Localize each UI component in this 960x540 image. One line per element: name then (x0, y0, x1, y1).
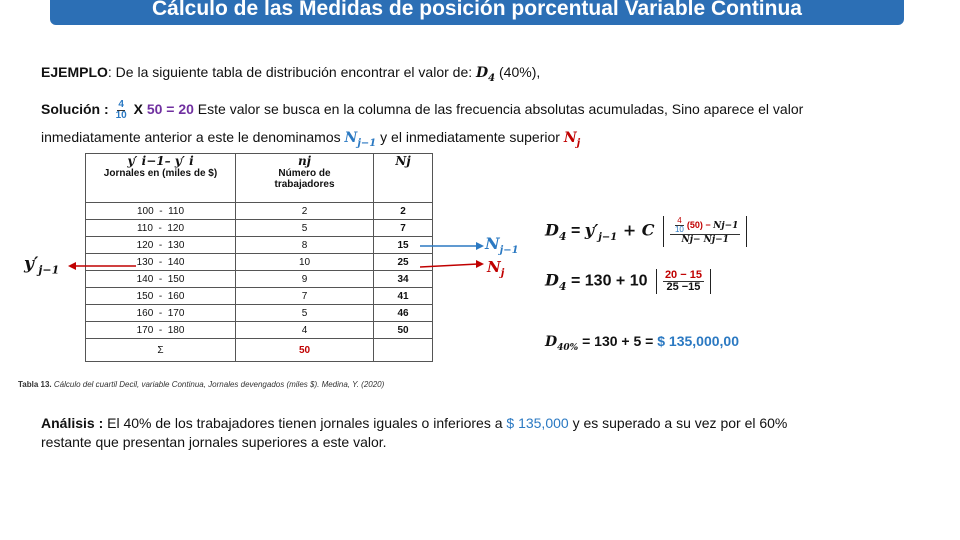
table-sum-row (86, 339, 433, 362)
row-interval: 120 - 130 (86, 237, 236, 254)
row-frequency: 4 (236, 322, 374, 339)
header-jornales-symbol: y′ i−1– y′ i (127, 154, 194, 168)
page-title: Cálculo de las Medidas de posición porcentual Variable Continua (50, 0, 904, 25)
table-row (86, 305, 433, 322)
interval-upper: 120 (167, 222, 185, 234)
header-jornales (86, 154, 236, 203)
formula1-numerator (670, 217, 740, 235)
formula1-lhs: D (545, 220, 559, 240)
annotation-nj-prev (485, 234, 519, 256)
formula-result (545, 333, 739, 353)
interval-upper: 130 (167, 239, 185, 251)
symbol-nj-prev-sub: j−1 (357, 137, 377, 149)
formula1-bracket (663, 216, 747, 247)
header-trabajadores-label-1: Número de (278, 168, 331, 179)
interval-upper: 170 (167, 307, 185, 319)
annotation-nj-prev-sym: N (485, 234, 500, 253)
example-line (41, 64, 540, 84)
row-cumulative: 34 (374, 271, 433, 288)
formula1-plus-c: + C (617, 220, 655, 240)
solution-text-2: inmediatamente anterior a este le denominamos (41, 129, 345, 145)
formula2-lhs: D (545, 270, 559, 290)
header-trabajadores (236, 154, 374, 203)
symbol-nj-next: N (563, 130, 577, 146)
row-interval: 140 - 150 (86, 271, 236, 288)
interval-lower: 150 (136, 290, 154, 302)
formula2-lhs-sub: 4 (558, 279, 567, 293)
example-subscript: 4 (488, 72, 496, 84)
caption-label: Tabla 13. (18, 380, 52, 389)
formula2-num: 20 − 15 (664, 269, 702, 281)
formula3-rhs: = 130 + 5 = (578, 333, 658, 349)
formula1-lhs-sub: 4 (558, 229, 567, 243)
formula3-lhs-sub: 40% (557, 342, 579, 353)
analysis-label: Análisis : (41, 415, 104, 431)
solution-line-1 (41, 100, 803, 121)
formula1-num-b: (50) − (686, 219, 714, 230)
arrows-right-icon (420, 236, 486, 272)
solution-x: X (133, 101, 143, 118)
row-cumulative: 46 (374, 305, 433, 322)
interval-lower: 130 (136, 256, 154, 268)
row-frequency: 2 (236, 203, 374, 220)
table-row (86, 288, 433, 305)
header-acumuladas-symbol: Nj (395, 154, 411, 168)
solution-result: 50 = 20 (146, 101, 194, 118)
row-frequency: 5 (236, 220, 374, 237)
row-cumulative: 7 (374, 220, 433, 237)
formula1-term: y′ (584, 220, 599, 240)
row-cumulative: 25 (374, 254, 433, 271)
interval-upper: 110 (168, 205, 185, 217)
row-interval: 100 - 110 (86, 203, 236, 220)
analysis-text-1: El 40% de los trabajadores tienen jornales iguales o inferiores a (103, 415, 507, 431)
formula1-num-c: Nj−1 (713, 220, 739, 231)
example-label: EJEMPLO (41, 64, 108, 80)
symbol-nj-next-sub: j (576, 137, 581, 149)
table-row (86, 220, 433, 237)
sum-symbol: Σ (86, 339, 236, 362)
interval-lower: 110 (136, 222, 153, 234)
row-interval: 170 - 180 (86, 322, 236, 339)
solution-frac-den: 10 (115, 110, 127, 121)
sum-empty (374, 339, 433, 362)
analysis-value: $ 135,000 (506, 415, 569, 431)
formula2-bracket (656, 269, 711, 294)
row-frequency: 5 (236, 305, 374, 322)
caption-text: Cálculo del cuartil Decil, variable Continua, Jornales devengados (miles $). Medina, Y. (2020) (51, 380, 385, 389)
row-cumulative: 50 (374, 322, 433, 339)
row-interval: 160 - 170 (86, 305, 236, 322)
arrow-left-icon (68, 258, 138, 274)
interval-upper: 160 (167, 290, 185, 302)
table-row (86, 237, 433, 254)
annotation-y-prev (24, 254, 59, 276)
table-caption (18, 380, 384, 389)
row-frequency: 10 (236, 254, 374, 271)
formula1-term-sub: j−1 (598, 231, 618, 243)
annotation-y-prev-sym: y′ (24, 254, 39, 274)
header-jornales-label: Jornales en (miles de $) (103, 168, 218, 179)
row-interval: 110 - 120 (86, 220, 236, 237)
annotation-nj-sub: j (500, 268, 505, 279)
row-frequency: 7 (236, 288, 374, 305)
solution-fraction (116, 100, 127, 121)
formula1-fraction (675, 217, 684, 234)
table-row (86, 322, 433, 339)
interval-upper: 150 (167, 273, 185, 285)
solution-text-3: y el inmediatamente superior (376, 129, 564, 145)
interval-lower: 160 (136, 307, 154, 319)
table-row (86, 203, 433, 220)
header-acumuladas (374, 154, 433, 203)
interval-upper: 180 (167, 324, 185, 336)
analysis-line-1 (41, 415, 787, 431)
formula1-eq: = (566, 222, 585, 240)
formula2-rhs: = 130 + 10 (566, 272, 652, 290)
formula1-frac-num: 4 (677, 216, 682, 225)
row-cumulative: 15 (374, 237, 433, 254)
annotation-nj (487, 258, 504, 279)
formula1-frac-den: 10 (674, 225, 684, 234)
annotation-nj-prev-sub: j−1 (499, 245, 519, 257)
formula-general (545, 216, 747, 247)
formula3-lhs: D (545, 334, 558, 350)
interval-lower: 120 (136, 239, 154, 251)
example-text: : De la siguiente tabla de distribución encontrar el valor de: (107, 64, 477, 80)
row-cumulative: 41 (374, 288, 433, 305)
interval-lower: 140 (136, 273, 154, 285)
solution-line-2 (41, 129, 580, 149)
analysis-line-2 (41, 434, 387, 450)
formula2-denominator: 25 −15 (666, 281, 701, 293)
example-suffix: (40%), (495, 64, 541, 80)
analysis-text-3: restante que presentan jornales superiores a este valor. (41, 434, 387, 450)
header-trabajadores-label-2: trabajadores (274, 179, 335, 190)
row-interval: 130 - 140 (86, 254, 236, 271)
analysis-text-2: y es superado a su vez por el 60% (568, 415, 788, 431)
row-frequency: 8 (236, 237, 374, 254)
interval-lower: 100 (136, 205, 154, 217)
row-cumulative: 2 (374, 203, 433, 220)
formula1-denominator: Nj− Nj−1 (681, 235, 729, 245)
table-header-row (86, 154, 433, 203)
solution-frac-num: 4 (118, 99, 124, 110)
annotation-nj-sym: N (487, 258, 501, 276)
solution-text-1: Este valor se busca en la columna de las frecuencia absolutas acumuladas, Sino aparece el valor (193, 101, 804, 118)
formula-substituted (545, 269, 711, 294)
solution-label: Solución : (41, 101, 109, 118)
interval-lower: 170 (136, 324, 154, 336)
sum-value: 50 (236, 339, 374, 362)
symbol-nj-prev: N (344, 130, 358, 146)
row-interval: 150 - 160 (86, 288, 236, 305)
row-frequency: 9 (236, 271, 374, 288)
example-symbol: D (476, 65, 489, 81)
formula3-result: $ 135,000,00 (657, 333, 739, 349)
header-trabajadores-symbol: nj (297, 154, 312, 168)
interval-upper: 140 (167, 256, 185, 268)
annotation-y-prev-sub: j−1 (38, 263, 60, 277)
